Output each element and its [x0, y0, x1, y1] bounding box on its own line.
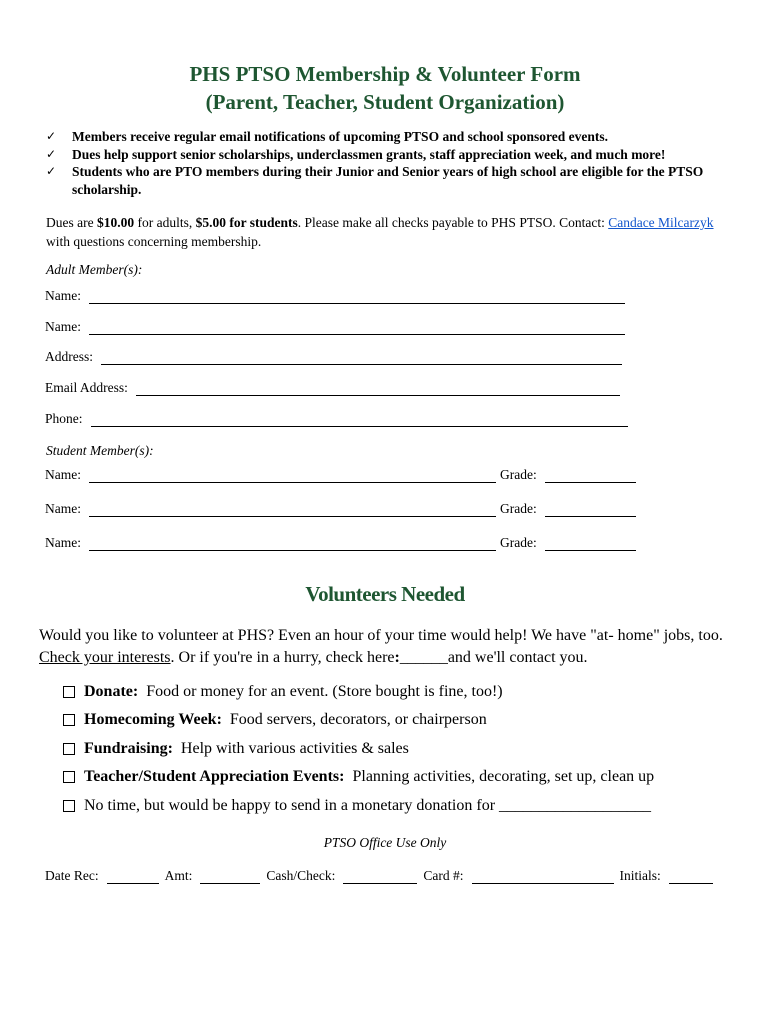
fill-line[interactable] — [545, 468, 636, 483]
option-donation[interactable]: No time, but would be happy to send in a monetary donation for ___________________ — [63, 797, 651, 815]
fill-line[interactable] — [136, 381, 620, 396]
office-use-row: Date Rec: Amt: Cash/Check: Card #: Initials: — [45, 868, 719, 884]
fill-line[interactable] — [89, 468, 496, 483]
amt-line[interactable] — [200, 869, 260, 884]
checkmark-icon: ✓ — [46, 129, 57, 143]
adult-section-heading: Adult Member(s): — [46, 262, 143, 277]
dues-paragraph: Dues are $10.00 for adults, $5.00 for students. Please make all checks payable to PHS PTSO. Contact: Candace Milcarzyk with questions concerning membership. — [46, 215, 714, 249]
list-item: ✓ Members receive regular email notifications of upcoming PTSO and school sponsored events. — [46, 129, 608, 144]
fill-line[interactable] — [89, 289, 625, 304]
volunteers-intro: Would you like to volunteer at PHS? Even an hour of your time would help! We have "at- home" jobs, too. Check your interests. Or if you're in a hurry, check here:______and we'll contact you. — [39, 627, 723, 666]
initials-line[interactable] — [669, 869, 713, 884]
option-donate[interactable]: Donate: Food or money for an event. (Store bought is fine, too!) — [63, 683, 503, 701]
student-row-2[interactable]: Name: Grade: — [45, 501, 636, 517]
student-dues: $5.00 for students — [195, 215, 298, 230]
benefits-list — [46, 128, 746, 198]
checkmark-icon: ✓ — [46, 146, 57, 161]
adult-name-field-2[interactable]: Name: — [45, 319, 625, 335]
checkbox-icon[interactable] — [63, 771, 75, 783]
list-item: ✓ Students who are PTO members during their Junior and Senior years of high school are eligible for the PTSO scholarship. — [46, 164, 704, 197]
fill-line[interactable] — [545, 536, 636, 551]
address-field[interactable]: Address: — [45, 349, 622, 365]
email-field[interactable]: Email Address: — [45, 380, 620, 396]
option-homecoming[interactable]: Homecoming Week: Food servers, decorators, or chairperson — [63, 711, 487, 729]
checkbox-icon[interactable] — [63, 800, 75, 812]
adult-name-field-1[interactable]: Name: — [45, 288, 625, 304]
form-title — [0, 60, 770, 116]
adult-dues: $10.00 — [96, 215, 135, 230]
fill-line[interactable] — [89, 536, 496, 551]
checkbox-icon[interactable] — [63, 714, 75, 726]
list-item: ✓ Dues help support senior scholarships, underclassmen grants, staff appreciation week, and much more! — [46, 146, 666, 162]
title-line-1: PHS PTSO Membership & Volunteer Form — [189, 62, 581, 86]
checkmark-icon: ✓ — [46, 164, 57, 178]
check-interests-text: Check your interests — [39, 649, 171, 666]
student-row-3[interactable]: Name: Grade: — [45, 535, 636, 551]
volunteers-title: Volunteers Needed — [305, 582, 465, 606]
option-appreciation[interactable]: Teacher/Student Appreciation Events: Planning activities, decorating, set up, clean up — [63, 768, 654, 786]
fill-line[interactable] — [91, 412, 628, 427]
contact-link[interactable]: Candace Milcarzyk — [608, 215, 714, 230]
date-line[interactable] — [107, 869, 159, 884]
checkbox-icon[interactable] — [63, 743, 75, 755]
fill-line[interactable] — [545, 502, 636, 517]
card-line[interactable] — [472, 869, 614, 884]
option-fundraising[interactable]: Fundraising: Help with various activities & sales — [63, 740, 409, 758]
fill-line[interactable] — [101, 350, 622, 365]
quick-check-blank[interactable]: ______ — [399, 649, 448, 666]
student-row-1[interactable]: Name: Grade: — [45, 467, 636, 483]
fill-line[interactable] — [89, 502, 496, 517]
checkbox-icon[interactable] — [63, 686, 75, 698]
student-section-heading: Student Member(s): — [46, 443, 154, 458]
title-line-2: (Parent, Teacher, Student Organization) — [205, 90, 565, 114]
office-heading: PTSO Office Use Only — [323, 835, 447, 850]
cash-check-line[interactable] — [343, 869, 417, 884]
fill-line[interactable] — [89, 320, 625, 335]
phone-field[interactable]: Phone: — [45, 411, 628, 427]
